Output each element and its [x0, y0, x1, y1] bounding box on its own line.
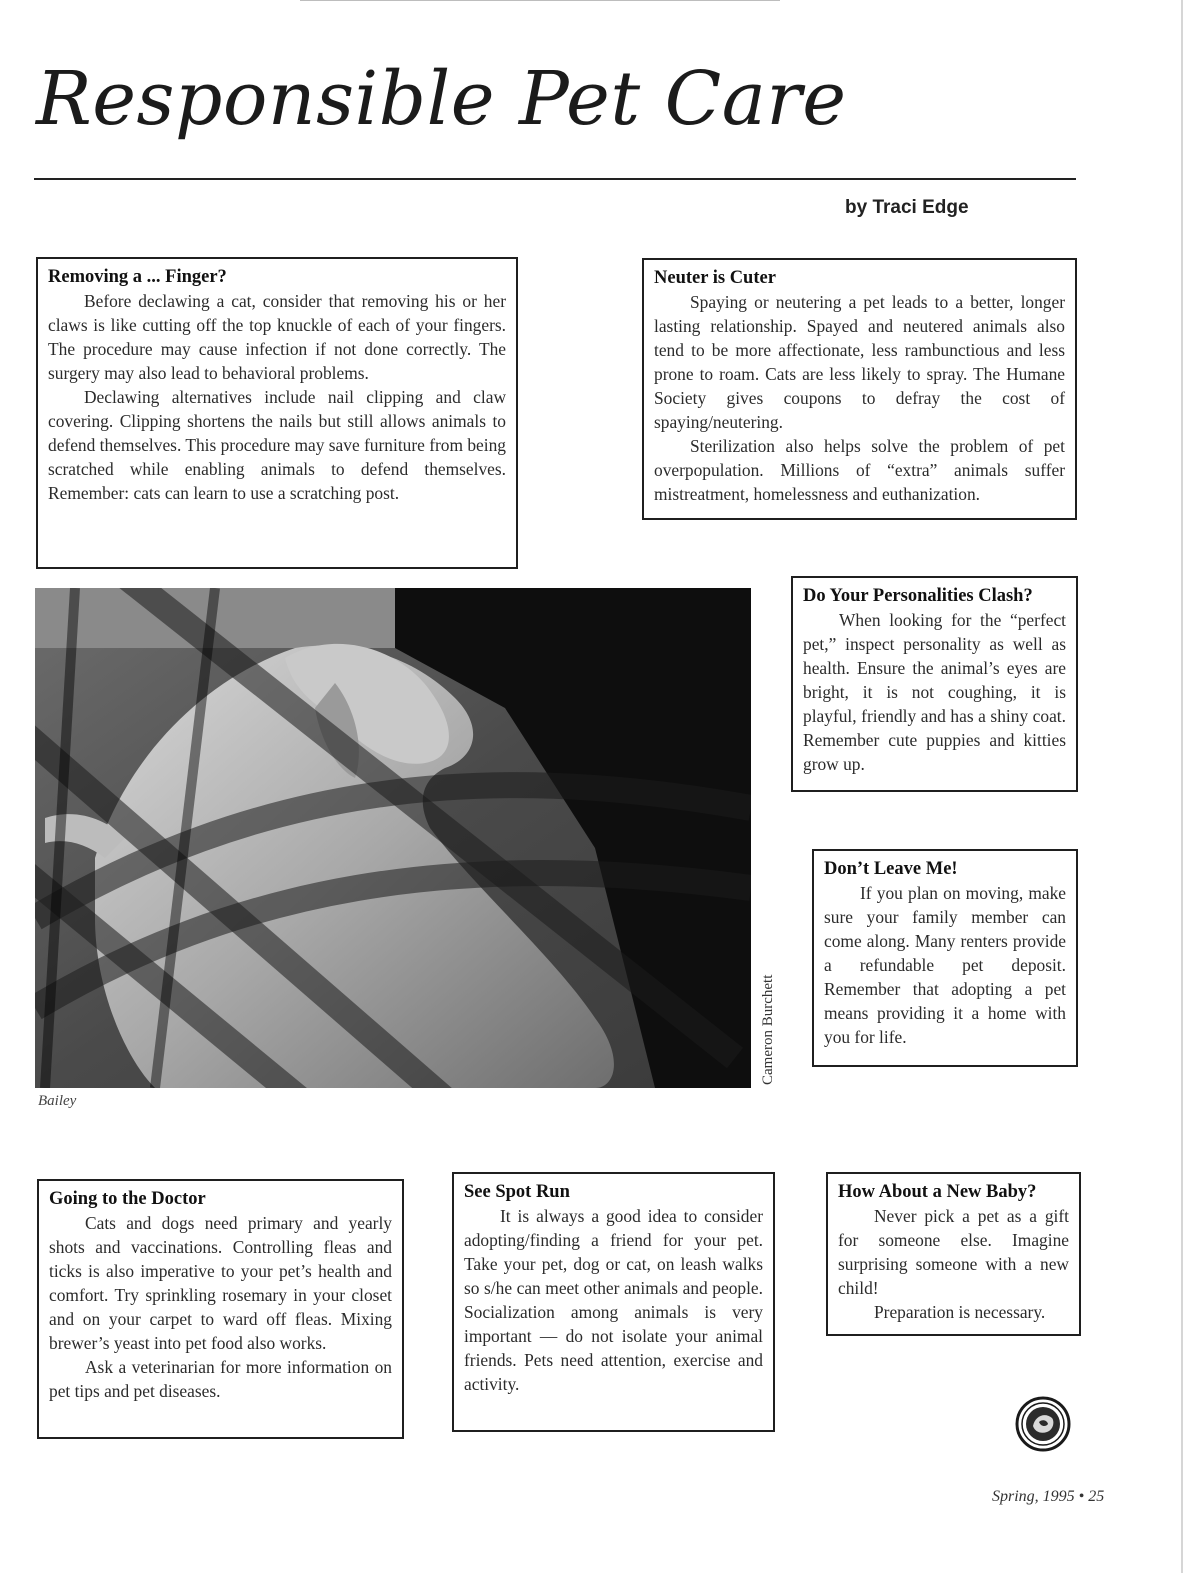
box-paragraph: Before declawing a cat, consider that removing his or her claws is like cutting off the top knuckle of each of your fingers. The procedure may cause infection if not done correctly. The surgery may also lead to behavioral problems. — [48, 291, 506, 383]
box-heading: Going to the Doctor — [49, 1189, 206, 1209]
dog-photo — [35, 588, 751, 1088]
box-heading: See Spot Run — [464, 1182, 570, 1202]
byline: by Traci Edge — [845, 197, 969, 218]
page-folio: Spring, 1995 • 25 — [992, 1488, 1105, 1505]
box-heading: Neuter is Cuter — [654, 268, 776, 288]
animal-shelter-seal-icon — [1015, 1396, 1071, 1452]
box-heading: How About a New Baby? — [838, 1182, 1037, 1202]
box-paragraph: Cats and dogs need primary and yearly shots and vaccinations. Controlling fleas and ticks is also imperative to your pet’s health and comfort. Try sprinkling rosemary in your closet and on your carpet to ward off fleas. Mixing brewer’s yeast into pet food also works. — [49, 1213, 392, 1353]
photo-caption: Bailey — [38, 1093, 77, 1109]
sidebar-box-baby — [826, 1172, 1081, 1336]
photo-credit: Cameron Burchett — [760, 974, 776, 1085]
article-title: Responsible Pet Care — [36, 56, 847, 142]
box-paragraph: If you plan on moving, make sure your family member can come along. Many renters provide a refundable pet deposit. Remember that adopting a pet means providing it a home with you for life. — [824, 883, 1066, 1047]
box-paragraph: Preparation is necessary. — [874, 1302, 1046, 1322]
box-paragraph: It is always a good idea to consider adopting/finding a friend for your pet. Take your pet, dog or cat, on leash walks so s/he can meet other animals and people. Socialization among animals is very important — do not isolate your animal friends. Pets need attention, exercise and activity. — [464, 1206, 763, 1394]
sidebar-box-personalities — [791, 576, 1078, 792]
box-paragraph: Spaying or neutering a pet leads to a better, longer lasting relationship. Spayed and neutered animals also tend to be more affectionate, less rambunctious and less prone to roam. Cats are less likely to spray. The Humane Society gives coupons to defray the cost of spaying/neutering. — [654, 292, 1065, 432]
page-edge-shadow — [1181, 0, 1183, 1573]
sidebar-box-declawing — [36, 257, 518, 569]
top-edge-line — [300, 0, 780, 1]
sidebar-box-doctor — [37, 1179, 404, 1439]
box-heading: Removing a ... Finger? — [48, 267, 227, 287]
dog-photo-image — [35, 588, 751, 1088]
box-heading: Do Your Personalities Clash? — [803, 586, 1033, 606]
sidebar-box-neuter — [642, 258, 1077, 520]
box-paragraph: Sterilization also helps solve the problem of pet overpopulation. Millions of “extra” animals suffer mistreatment, homelessness and euthanization. — [654, 436, 1065, 504]
box-paragraph: Ask a veterinarian for more information on pet tips and pet diseases. — [49, 1357, 392, 1401]
sidebar-box-moving — [812, 849, 1078, 1067]
title-rule — [34, 178, 1076, 180]
sidebar-box-spot — [452, 1172, 775, 1432]
box-paragraph: Declawing alternatives include nail clipping and claw covering. Clipping shortens the nails but still allows animals to defend themselves. This procedure may save furniture from being scratched while enabling animals to defend themselves. Remember: cats can learn to use a scratching post. — [48, 387, 506, 503]
box-heading: Don’t Leave Me! — [824, 859, 958, 879]
box-paragraph: Never pick a pet as a gift for someone else. Imagine surprising someone with a new child! — [838, 1206, 1069, 1298]
box-paragraph: When looking for the “perfect pet,” inspect personality as well as health. Ensure the animal’s eyes are bright, it is not coughing, it is playful, friendly and has a shiny coat. Remember cute puppies and kitties grow up. — [803, 610, 1066, 774]
